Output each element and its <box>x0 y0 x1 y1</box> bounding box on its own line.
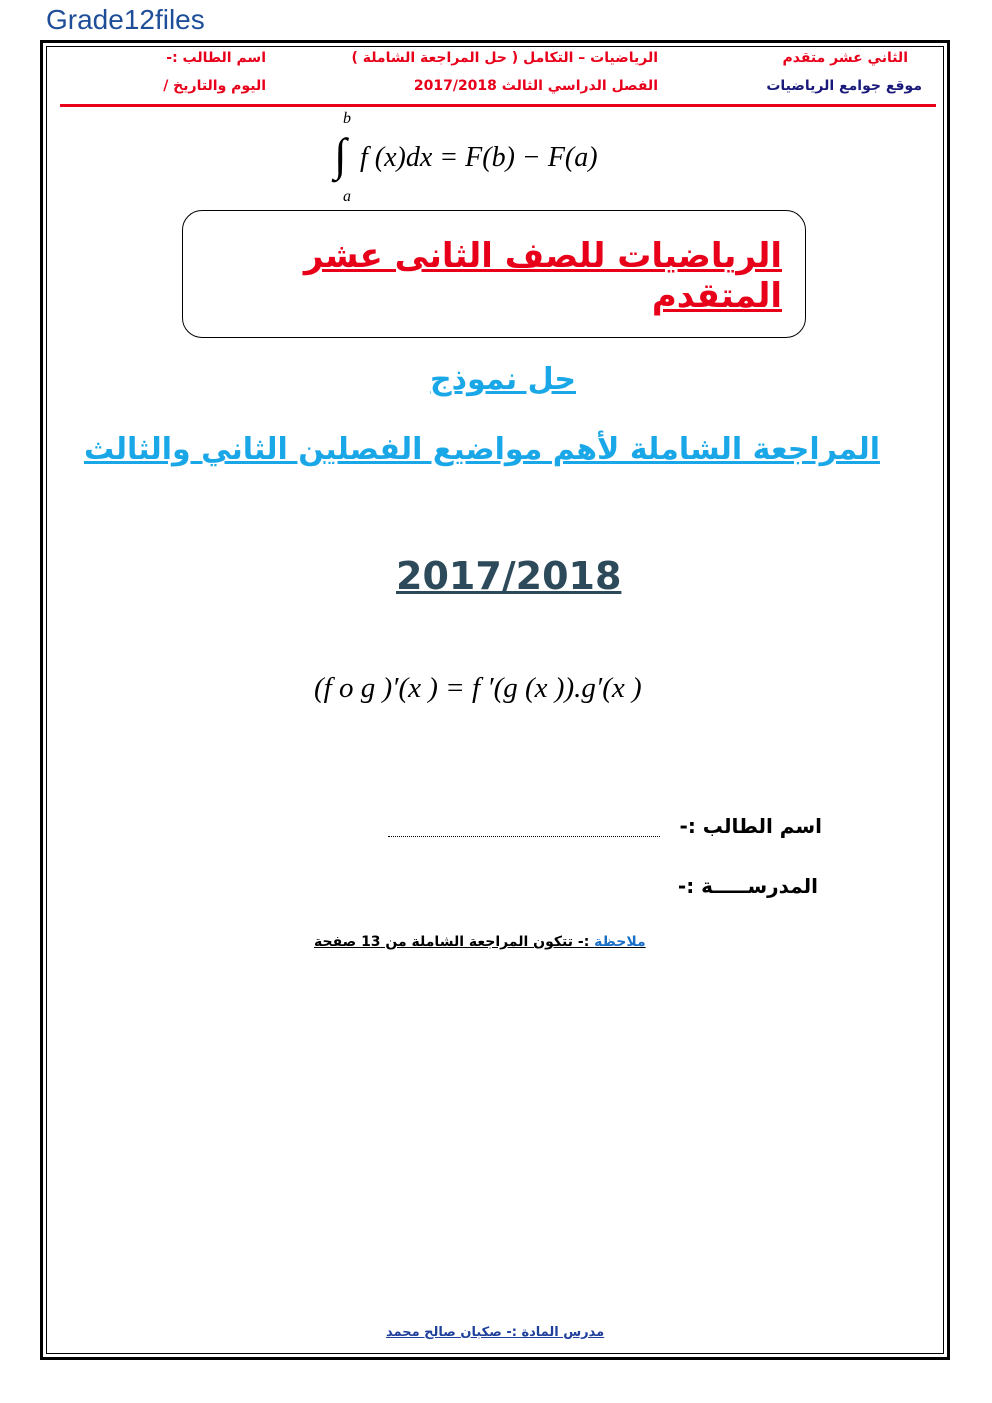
integral-lower-limit: a <box>343 188 351 205</box>
note-label: ملاحظة <box>594 934 646 950</box>
teacher-name: مدرس المادة :- صكبان صالح محمد <box>386 1325 605 1340</box>
note <box>314 934 646 950</box>
header-divider <box>60 104 936 107</box>
header-site: موقع جوامع الرياضيات <box>766 78 922 94</box>
integral-sign-icon: ∫ <box>334 129 347 180</box>
main-title: الرياضيات للصف الثانى عشر المتقدم <box>303 236 782 316</box>
subtitle-solution: حل نموذج <box>429 362 576 397</box>
integral-upper-limit: b <box>343 110 351 127</box>
header-subject: الرياضيات – التكامل ( حل المراجعة الشاملة ) <box>351 50 658 66</box>
year-title: 2017/2018 <box>396 554 622 598</box>
header-semester: الفصل الدراسي الثالث 2017/2018 <box>413 78 658 94</box>
header-grade: الثاني عشر متقدم <box>782 50 908 66</box>
header-date: اليوم والتاريخ / <box>163 78 266 94</box>
header-student-name: اسم الطالب :- <box>166 50 266 66</box>
integral-body: f (x)dx = F(b) − F(a) <box>360 142 598 173</box>
watermark-logo: Grade12files <box>46 4 205 35</box>
school-label: المدرســـــة :- <box>677 874 818 898</box>
student-name-label: اسم الطالب :- <box>679 814 822 838</box>
chain-rule-formula: (f o g )′(x ) = f ′(g (x )).g′(x ) <box>314 672 642 704</box>
subtitle-review: المراجعة الشاملة لأهم مواضيع الفصلين الثاني والثالث <box>83 432 880 467</box>
note-text: :- تتكون المراجعة الشاملة من 13 صفحة <box>314 934 595 950</box>
student-name-line <box>388 826 660 837</box>
